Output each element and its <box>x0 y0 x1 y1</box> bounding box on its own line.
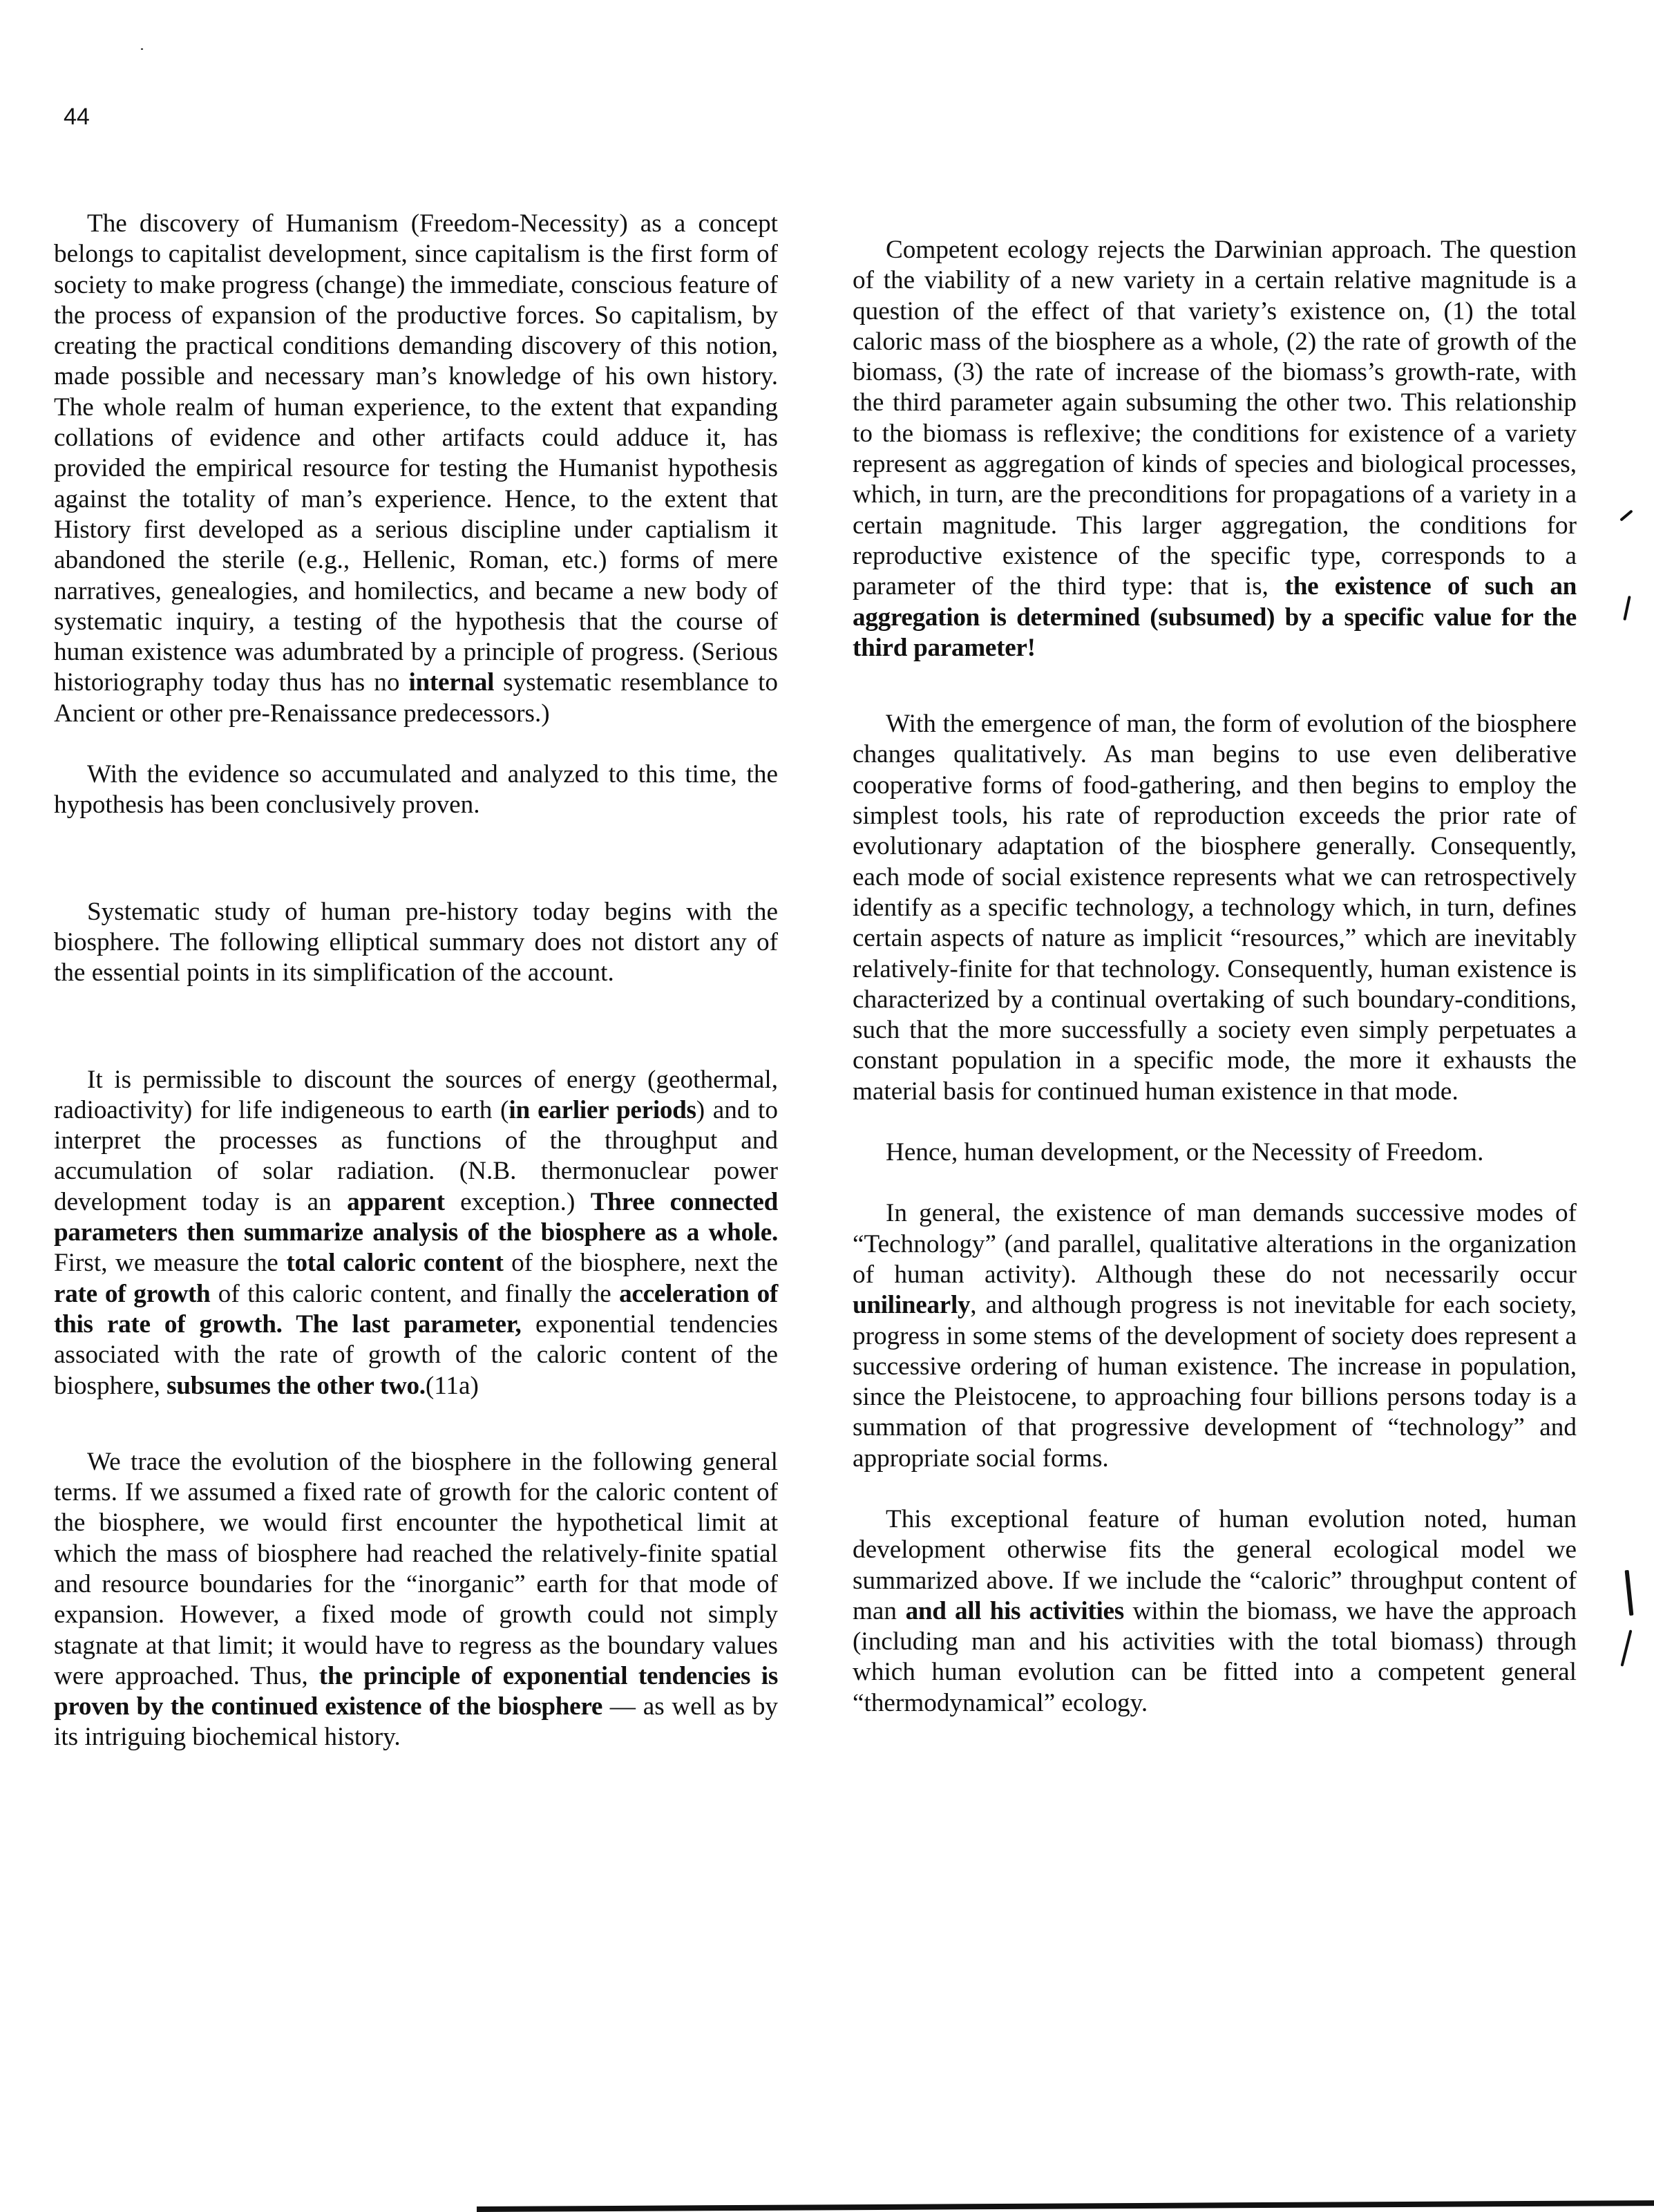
left-column <box>54 209 778 1753</box>
bold-emphasis: rate of growth <box>54 1279 211 1308</box>
paragraph-emergence-of-man <box>853 709 1577 1107</box>
text-run: This exceptional feature of human evolution noted, human development otherwise fits the general ecological model we summarized above. If we include the “caloric” throughput content of man <box>853 1504 1577 1625</box>
text-run: — as well as by its intriguing biochemical history. <box>54 1692 779 1752</box>
text-run: With the evidence so accumulated and analyzed to this time, the hypothesis has been conclusively proven. <box>54 760 778 820</box>
text-run: of this caloric content, and finally the <box>210 1279 620 1308</box>
text-run: , and although progress is not inevitable for each society, progress in some stems of the development of society does represent a successive ordering of human existence. The increase in population, since the Pleistocene, to approaching four billions persons today is a summation of that progressive development of “technology” and appropriate social forms. <box>853 1291 1577 1473</box>
paragraph-prehistory <box>54 897 778 989</box>
bold-emphasis: acceleration of this rate of growth. The last parameter, <box>54 1279 778 1339</box>
bold-emphasis: total caloric content <box>286 1249 504 1278</box>
text-run: The discovery of Humanism (Freedom-Necessity) as a concept belongs to capitalist development, since capitalism is the first form of society to make progress (change) the immediate, conscious feature of the process of expansion of the productive forces. So capitalism, by creating the practical conditions demanding discovery of this notion, made possible and necessary man’s knowledge of his own history. The whole realm of human experience, to the extent that expanding collations of evidence and other artifacts could adduce it, has provided the empirical resource for testing the Humanist hypothesis against the totality of man’s experience. Hence, to the extent that History first developed as a serious discipline under captialism it abandoned the sterile (e.g., Hellenic, Roman, etc.) forms of mere narratives, genealogies, and homilectics, and became a new body of systematic inquiry, a testing of the hypothesis that the course of human existence was adumbrated by a principle of progress. (Serious historiography today thus has no <box>54 209 778 697</box>
bold-emphasis: and all his activities <box>905 1596 1124 1625</box>
paragraph-humanism <box>54 209 778 729</box>
scan-speck <box>141 48 143 50</box>
margin-tick-mark <box>1619 509 1633 521</box>
text-run: First, we measure the <box>54 1249 287 1278</box>
paragraph-evidence <box>54 759 778 821</box>
text-run: of the biosphere, next the <box>503 1249 778 1278</box>
text-run: We trace the evolution of the biosphere in the following general terms. If we assumed a fixed rate of growth for the caloric content of the biosphere, we would first encounter the hypothetical limit at which the mass of biosphere had reached the relatively-finite spatial and resource boundaries for the “inorganic” earth for that mode of expansion. However, a fixed mode of growth could not simply stagnate at that limit; it would have to regress as the boundary values were approached. Thus, <box>54 1447 778 1690</box>
bold-emphasis: the existence of such an aggregation is determined (subsumed) by a specific value for the third parameter! <box>853 572 1577 662</box>
text-run: within the biomass, we have the approach (including man and his activities with the total biomass) through which human evolution can be fitted into a competent general “thermodynamical” ecology. <box>853 1596 1577 1717</box>
text-run: ) and to interpret the processes as functions of the throughput and accumulation of solar radiation. (N.B. thermonuclear power development today is an <box>54 1095 778 1216</box>
text-run: (11a) <box>425 1371 479 1400</box>
page-bottom-edge <box>477 2200 1654 2212</box>
margin-stroke-mark <box>1625 1570 1634 1616</box>
paragraph-technology-modes <box>853 1198 1577 1474</box>
text-run: Hence, human development, or the Necessity of Freedom. <box>886 1138 1484 1167</box>
bold-emphasis: subsumes the other two. <box>167 1371 426 1400</box>
text-run: It is permissible to discount the sources of energy (geothermal, radioactivity) for life indigeneous to earth ( <box>54 1065 778 1124</box>
bold-emphasis: in earlier periods <box>508 1095 696 1124</box>
paragraph-competent-ecology <box>853 235 1577 663</box>
paragraph-necessity-of-freedom <box>853 1137 1577 1168</box>
text-run: In general, the existence of man demands successive modes of “Technology” (and parallel, qualitative alterations in the organization of human activity). Although these do not necessarily occur <box>853 1199 1577 1289</box>
margin-stroke-mark <box>1621 1629 1633 1666</box>
paragraph-energy-parameters <box>54 1065 778 1401</box>
text-run: Systematic study of human pre-history today begins with the biosphere. The following elliptical summary does not distort any of the essential points in its simplification of the account. <box>54 897 778 987</box>
bold-emphasis: the principle of exponential tendencies is proven by the continued existence of the biosphere <box>54 1661 778 1721</box>
text-run: exception.) <box>444 1187 591 1216</box>
bold-emphasis: Three connected parameters then summarize analysis of the biosphere as a whole. <box>54 1187 778 1247</box>
bold-emphasis: unilinearly <box>853 1291 971 1320</box>
margin-stroke-mark <box>1623 596 1631 621</box>
text-run: systematic resemblance to Ancient or other pre-Renaissance predecessors.) <box>54 668 778 728</box>
text-run: With the emergence of man, the form of evolution of the biosphere changes qualitatively. As man begins to use even deliberative cooperative forms of food-gathering, and then begins to employ the simplest tools, his rate of reproduction exceeds the prior rate of evolutionary adaptation of the biosphere generally. Consequently, each mode of social existence represents what we can retrospectively identify as a specific technology, a technology which, in turn, defines certain aspects of nature as implicit “resources,” which are inevitably relatively-finite for that technology. Consequently, human existence is characterized by a continual overtaking of such boundary-conditions, such that the more successfully a society even simply perpetuates a constant population in a specific mode, the more it exhausts the material basis for continued human existence in that mode. <box>853 710 1577 1106</box>
text-run: exponential tendencies associated with the rate of growth of the caloric content of the biosphere, <box>54 1310 779 1400</box>
bold-emphasis: apparent <box>347 1187 445 1216</box>
page-number: 44 <box>64 104 90 130</box>
paragraph-biosphere-evolution <box>54 1447 778 1753</box>
right-column <box>853 235 1577 1719</box>
paragraph-thermodynamical-ecology <box>853 1504 1577 1719</box>
bold-emphasis: internal <box>408 668 495 697</box>
text-run: Competent ecology rejects the Darwinian approach. The question of the viability of a new variety in a certain relative magnitude is a question of the effect of that variety’s existence on, (1) the total caloric mass of the biosphere as a whole, (2) the rate of growth of the biomass, (3) the rate of increase of the biomass’s growth-rate, with the third parameter again subsuming the other two. This relationship to the biomass is reflexive; the conditions for existence of a variety represent as aggregation of kinds of species and biological processes, which, in turn, are the preconditions for propagations of a variety in a certain magnitude. This larger aggregation, the conditions for reproductive existence of the specific type, corresponds to a parameter of the third type: that is, <box>853 236 1577 601</box>
